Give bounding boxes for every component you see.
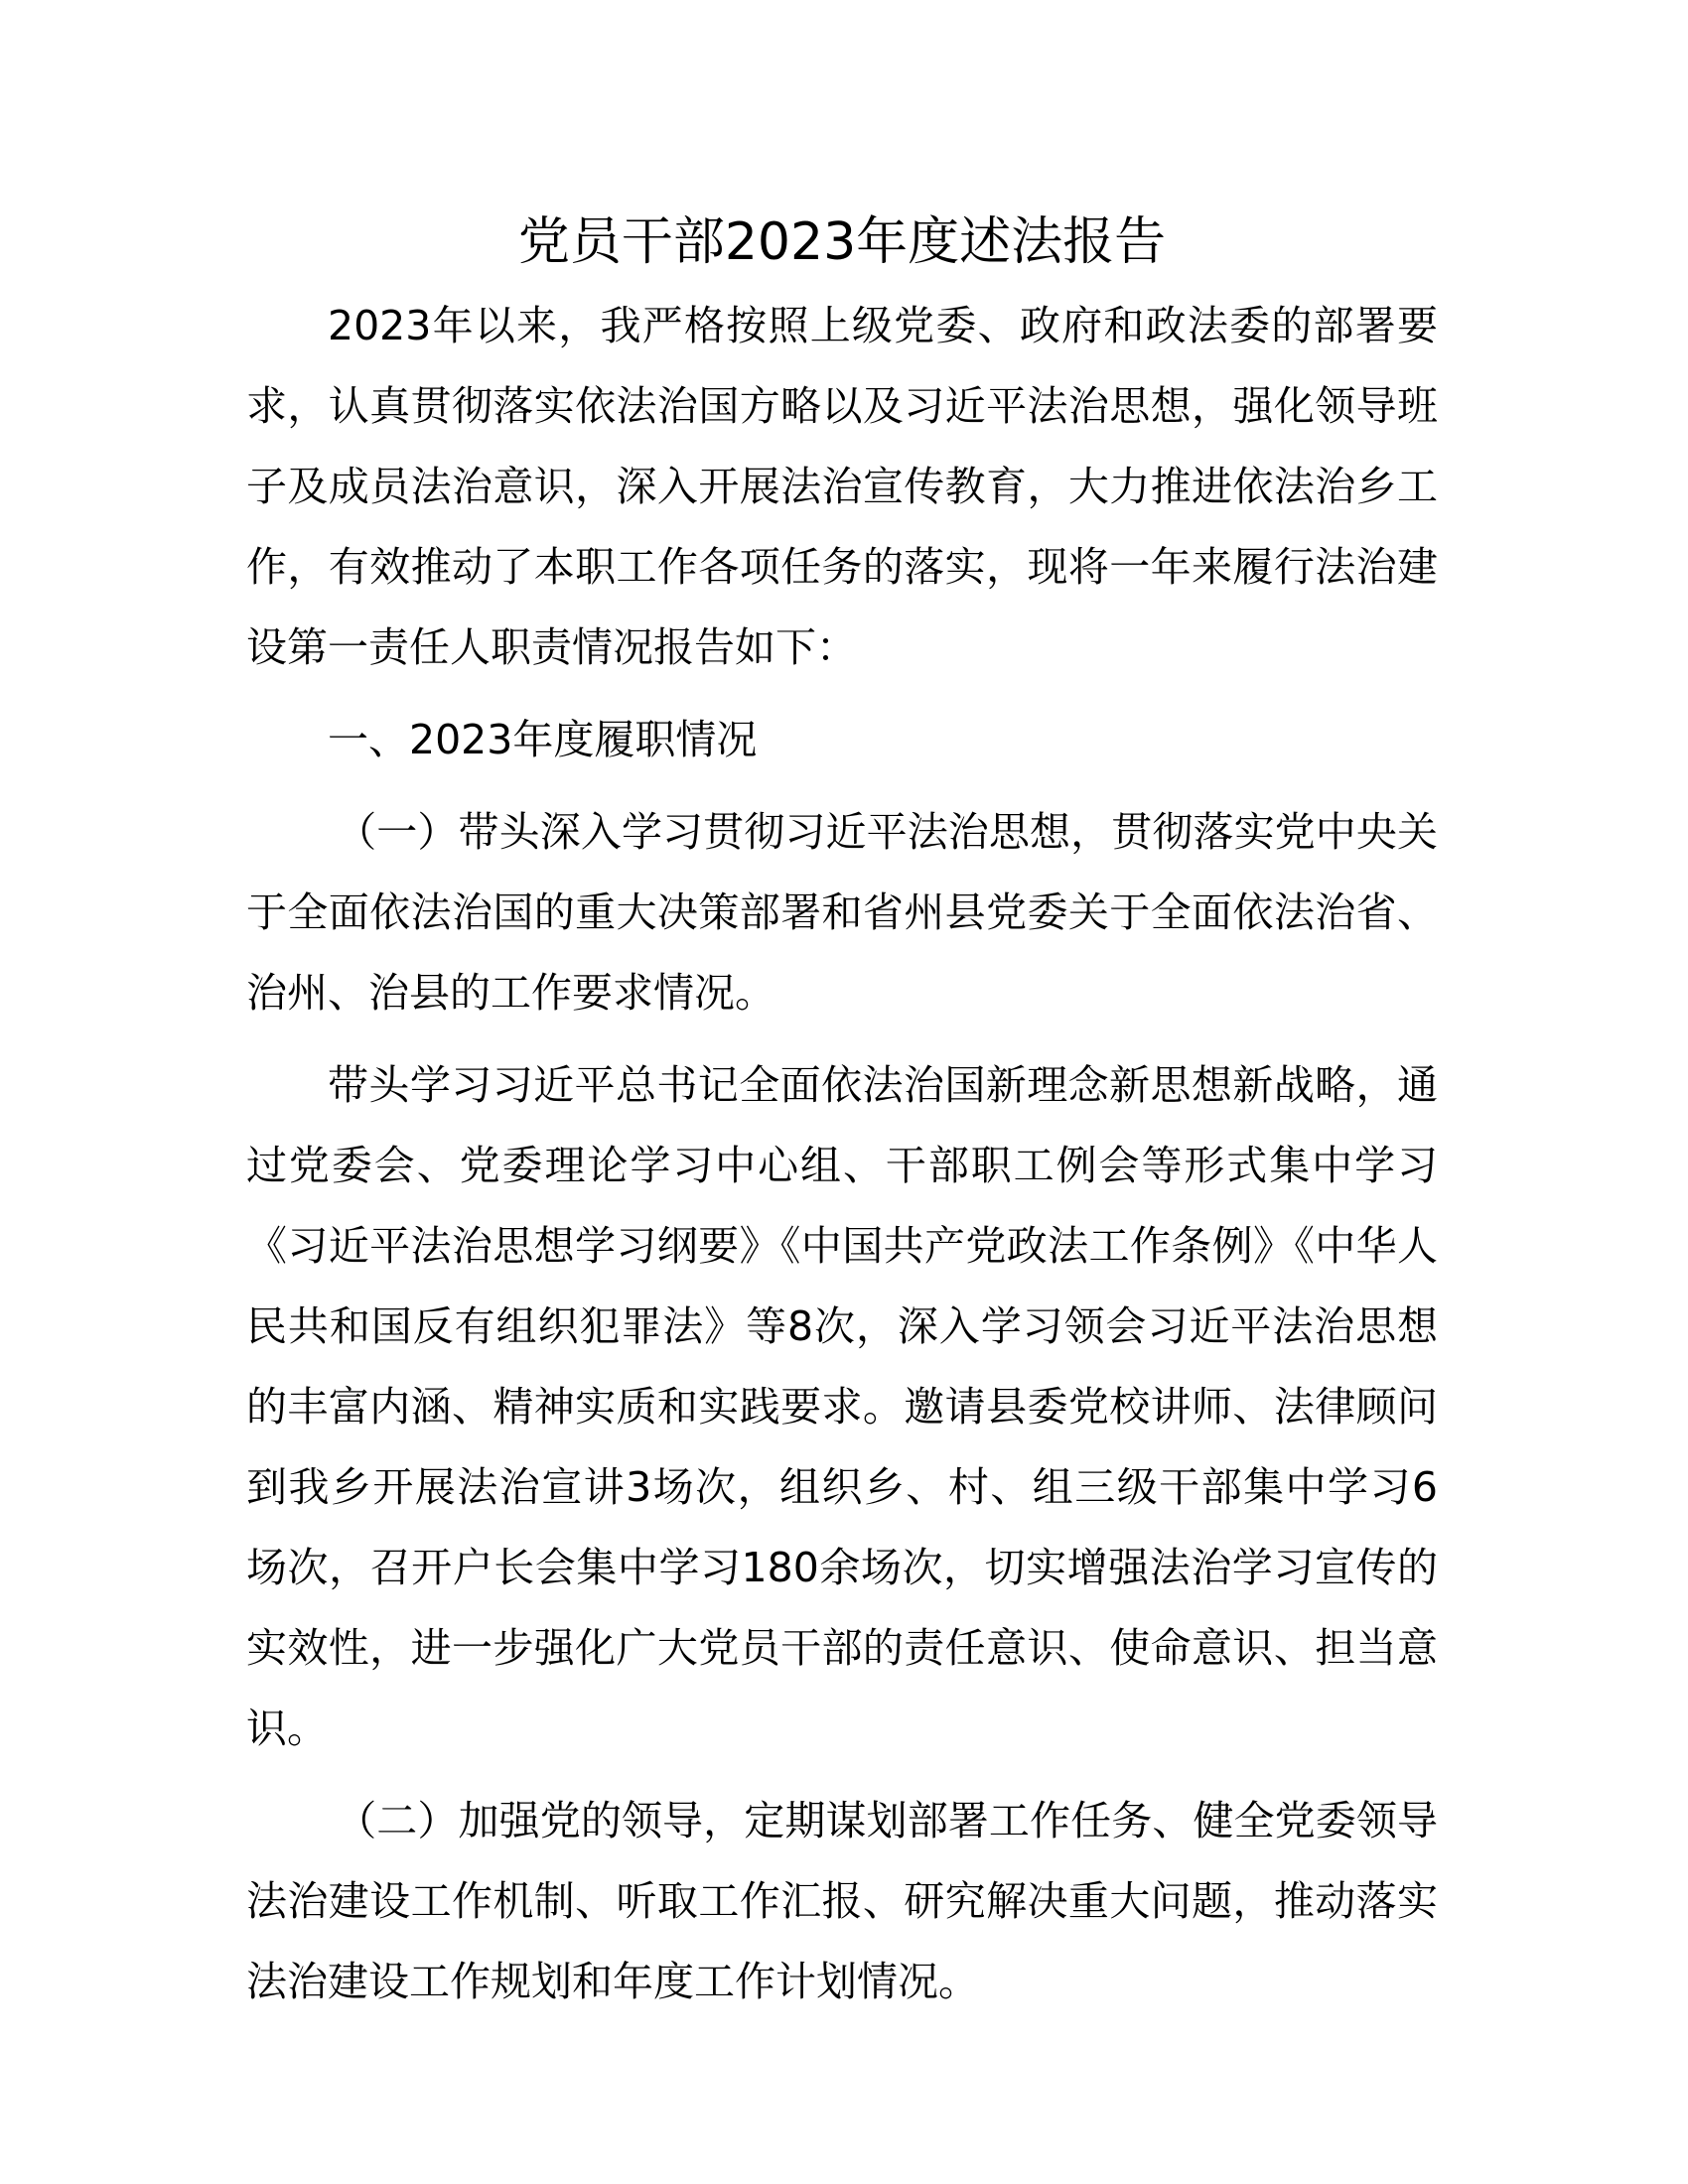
subsection-heading-2: （二）加强党的领导，定期谋划部署工作任务、健全党委领导法治建设工作机制、听取工作汇报、研究解决重大问题，推动落实法治建设工作规划和年度工作计划情况。 — [246, 1797, 1438, 2005]
subsection-body-1: 带头学习习近平总书记全面依法治国新理念新思想新战略，通过党委会、党委理论学习中心组、干部职工例会等形式集中学习《习近平法治思想学习纲要》《中国共产党政法工作条例》《中华人民共和国反有组织犯罪法》等8次，深入学习领会习近平法治思想的丰富内涵、精神实质和实践要求。邀请县委党校讲师、法律顾问到我乡开展法治宣讲3场次，组织乡、村、组三级干部集中学习6场次，召开户长会集中学习180余场次，切实增强法治学习宣传的实效性，进一步强化广大党员干部的责任意识、使命意识、担当意识。 — [246, 1061, 1438, 1752]
intro-paragraph: 2023年以来，我严格按照上级党委、政府和政法委的部署要求，认真贯彻落实依法治国方略以及习近平法治思想，强化领导班子及成员法治意识，深入开展法治宣传教育，大力推进依法治乡工作，有效推动了本职工作各项任务的落实，现将一年来履行法治建设第一责任人职责情况报告如下： — [246, 302, 1438, 671]
section-heading-1: 一、2023年度履职情况 — [328, 716, 758, 763]
subsection-heading-1: （一）带头深入学习贯彻习近平法治思想，贯彻落实党中央关于全面依法治国的重大决策部署和省州县党委关于全面依法治省、治州、治县的工作要求情况。 — [246, 808, 1438, 1017]
document-body — [246, 199, 1438, 2022]
document-title: 党员干部2023年度述法报告 — [517, 212, 1167, 272]
